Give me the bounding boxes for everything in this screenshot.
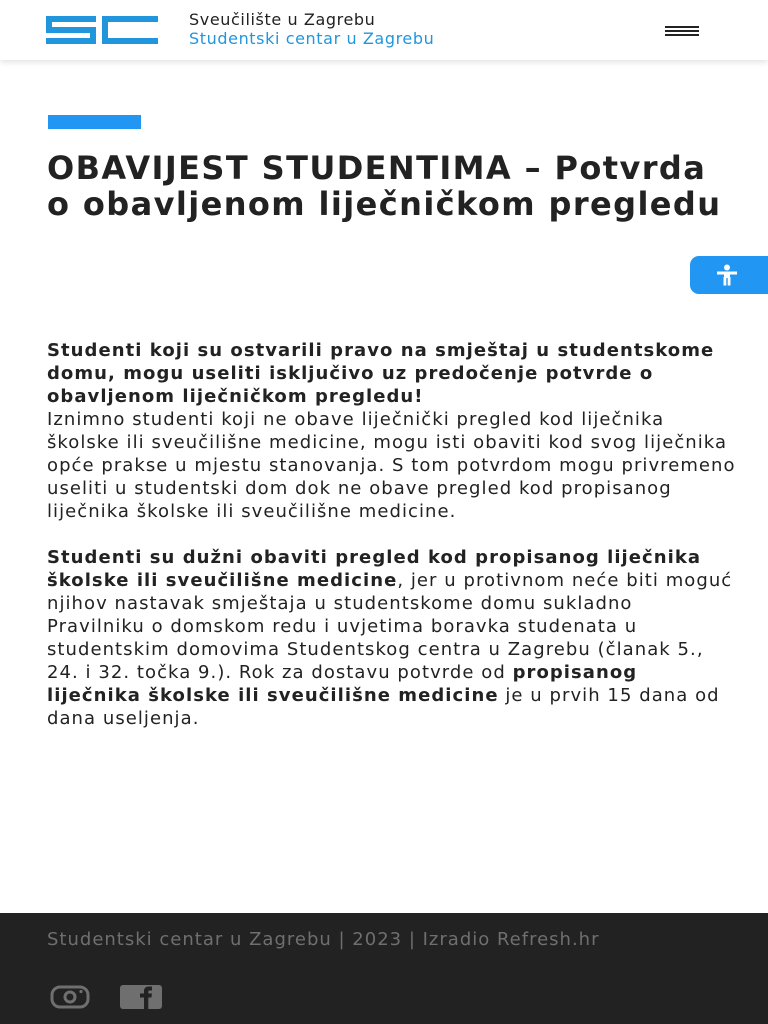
paragraph-2-text-1: , jer u protivnom neće biti moguć njihov nastavak smještaja u studentskome domu sukladno Pravilniku o domskom redu i uvjetima boravka studenata u studentskim domovima Studentskog centra u Zagrebu (članak 5., 24. i 32. točka 9.). Rok za dostavu potvrde od [47,570,733,683]
sc-logo[interactable] [46,16,158,44]
hamburger-menu-icon[interactable] [662,22,702,40]
site-header [0,0,768,60]
accessibility-icon [714,264,740,286]
university-name: Sveučilište u Zagrebu [189,10,376,29]
paragraph-2 [47,546,737,730]
instagram-icon[interactable] [50,985,90,1009]
accessibility-button[interactable] [690,256,768,294]
paragraph-1 [47,339,737,523]
paragraph-2-text-2: je u prvih 15 dana od dana useljenja. [47,685,720,729]
article-body [47,339,737,730]
paragraph-2-emphasis-1: Studenti su dužni obaviti pregled kod propisanog liječnika školske ili sveučilišne medicine [47,547,702,591]
paragraph-1-emphasis: Studenti koji su ostvarili pravo na smještaj u studentskome domu, mogu useliti isključivo uz predočenje potvrde o obavljenom liječničkom pregledu! [47,340,715,407]
facebook-icon[interactable] [120,985,162,1009]
centre-name: Studentski centar u Zagrebu [189,29,435,48]
site-footer [0,913,768,1024]
footer-credit: Studentski centar u Zagrebu | 2023 | Izradio Refresh.hr [47,929,600,950]
brand-name[interactable] [189,10,434,48]
paragraph-1-text: Iznimno studenti koji ne obave liječnički pregled kod liječnika školske ili sveučilišne medicine, mogu isti obaviti kod svog liječnika opće prakse u mjestu stanovanja. S tom potvrdom mogu privremeno useliti u studentski dom dok ne obave pregled kod propisanog liječnika školske ili sveučilišne medicine. [47,409,736,522]
page-title: OBAVIJEST STUDENTIMA – Potvrda o obavljenom liječničkom pregledu [47,149,722,223]
paragraph-2-emphasis-2: propisanog liječnika školske ili sveučilišne medicine [47,662,638,706]
title-accent-bar [48,115,141,129]
